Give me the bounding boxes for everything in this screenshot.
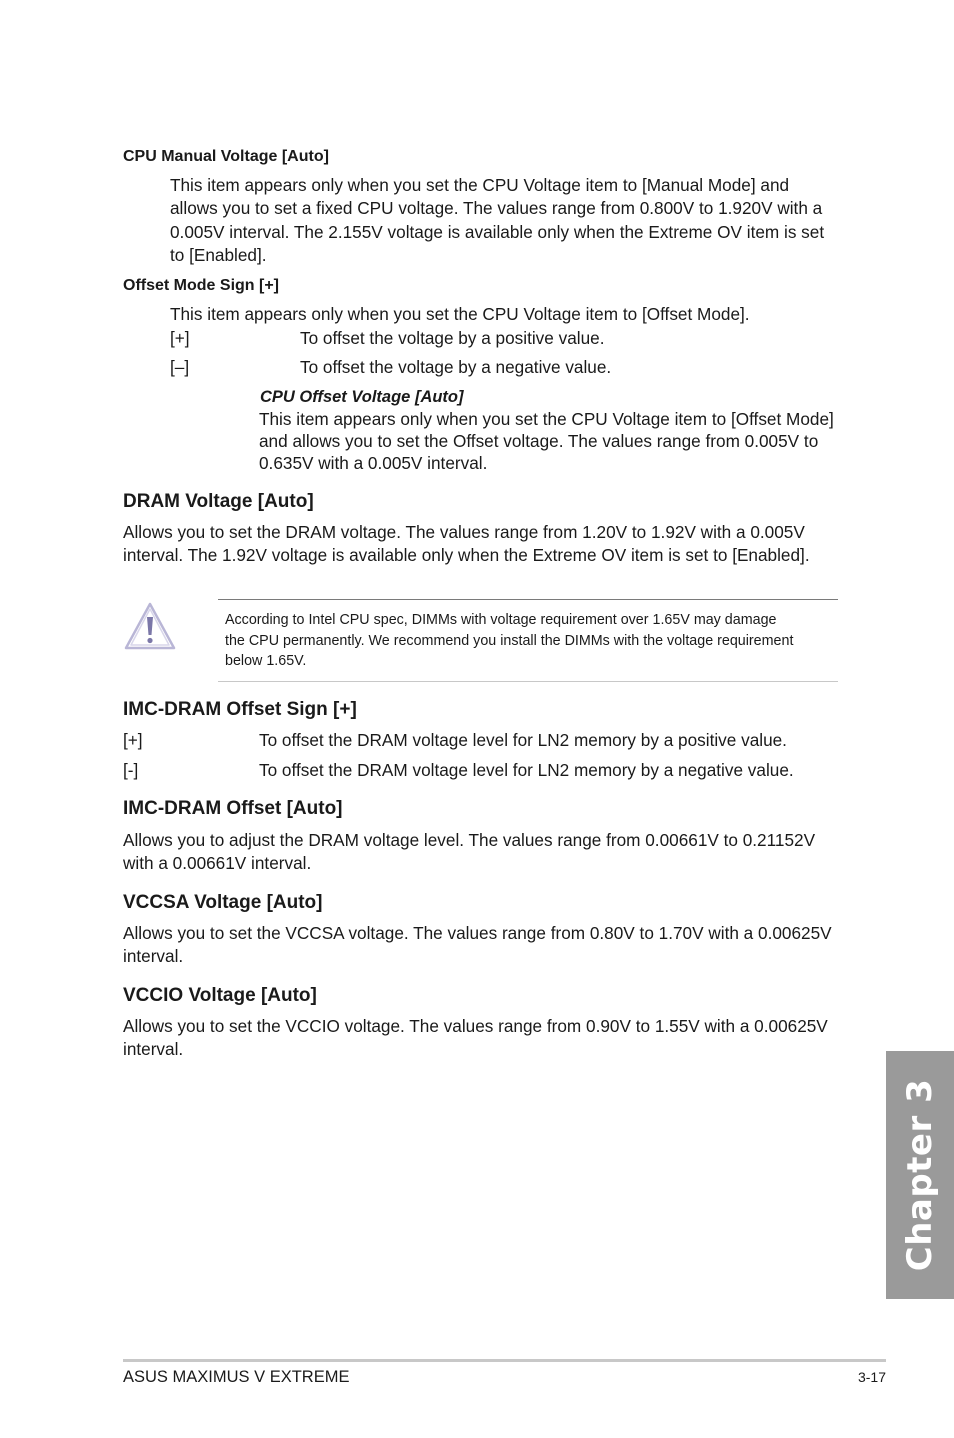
footer-divider — [123, 1359, 886, 1362]
text-line: Allows you to adjust the DRAM voltage level. The values range from 0.00661V to 0.21152V — [123, 830, 816, 850]
text-line: This item appears only when you set the CPU Voltage item to [Offset Mode] — [259, 409, 834, 429]
cpu-manual-voltage-heading: CPU Manual Voltage [Auto] — [123, 148, 329, 165]
text-line: Allows you to set the DRAM voltage. The values range from 1.20V to 1.92V with a 0.005V — [123, 522, 805, 542]
offset-mode-intro: This item appears only when you set the CPU Voltage item to [Offset Mode]. — [170, 304, 750, 324]
imc-dram-offset-heading: IMC-DRAM Offset [Auto] — [123, 798, 343, 819]
text-line: to [Enabled]. — [170, 244, 267, 265]
text-line: below 1.65V. — [225, 653, 307, 670]
imc-option-key: [-] — [123, 760, 139, 780]
dram-voltage-text — [123, 521, 810, 568]
cpu-offset-voltage-text — [259, 408, 834, 474]
text-line: interval. The 1.92V voltage is available only when the Extreme OV item is set to [Enabled]. — [123, 545, 810, 566]
vccsa-voltage-text — [123, 922, 832, 969]
warning-note-box — [218, 599, 838, 682]
imc-option-key: [+] — [123, 730, 143, 750]
cpu-offset-voltage-heading: CPU Offset Voltage [Auto] — [260, 388, 464, 406]
text-line: interval. — [123, 1039, 184, 1060]
warning-icon — [123, 600, 177, 652]
imc-option-desc: To offset the DRAM voltage level for LN2 memory by a negative value. — [259, 760, 794, 780]
text-line: interval. — [123, 946, 184, 967]
dram-voltage-heading: DRAM Voltage [Auto] — [123, 491, 314, 512]
offset-option-key: [–] — [170, 357, 190, 377]
vccsa-voltage-heading: VCCSA Voltage [Auto] — [123, 892, 323, 913]
vccio-voltage-text — [123, 1015, 828, 1062]
imc-option-desc: To offset the DRAM voltage level for LN2 memory by a positive value. — [259, 730, 787, 750]
text-line: According to Intel CPU spec, DIMMs with voltage requirement over 1.65V may damage — [225, 612, 777, 628]
chapter-side-tab — [886, 1051, 954, 1299]
cpu-manual-voltage-text — [170, 174, 824, 267]
footer-product: ASUS MAXIMUS V EXTREME — [123, 1368, 350, 1386]
text-line: This item appears only when you set the CPU Voltage item to [Manual Mode] and — [170, 175, 790, 195]
chapter-label: Chapter 3 — [900, 1078, 940, 1272]
text-line: allows you to set a fixed CPU voltage. The values range from 0.800V to 1.920V with a — [170, 198, 823, 219]
text-line: the CPU permanently. We recommend you install the DIMMs with the voltage requirement — [225, 632, 794, 649]
warning-note-text — [225, 610, 793, 672]
offset-option-desc: To offset the voltage by a positive value. — [300, 328, 605, 348]
text-line: Allows you to set the VCCIO voltage. The values range from 0.90V to 1.55V with a 0.00625V — [123, 1016, 828, 1036]
offset-option-key: [+] — [170, 328, 190, 348]
offset-option-desc: To offset the voltage by a negative value. — [300, 357, 612, 377]
vccio-voltage-heading: VCCIO Voltage [Auto] — [123, 985, 317, 1006]
imc-dram-offset-text — [123, 829, 815, 876]
text-line: 0.005V interval. The 2.155V voltage is available only when the Extreme OV item is set — [170, 221, 825, 242]
footer-page-number: 3-17 — [857, 1369, 886, 1385]
text-line: and allows you to set the Offset voltage. The values range from 0.005V to — [259, 431, 819, 451]
imc-dram-offset-sign-heading: IMC-DRAM Offset Sign [+] — [123, 699, 357, 720]
text-line: 0.635V with a 0.005V interval. — [259, 453, 488, 473]
offset-mode-sign-heading: Offset Mode Sign [+] — [123, 277, 279, 294]
text-line: Allows you to set the VCCSA voltage. The values range from 0.80V to 1.70V with a 0.00625V — [123, 923, 832, 943]
text-line: with a 0.00661V interval. — [123, 853, 312, 874]
